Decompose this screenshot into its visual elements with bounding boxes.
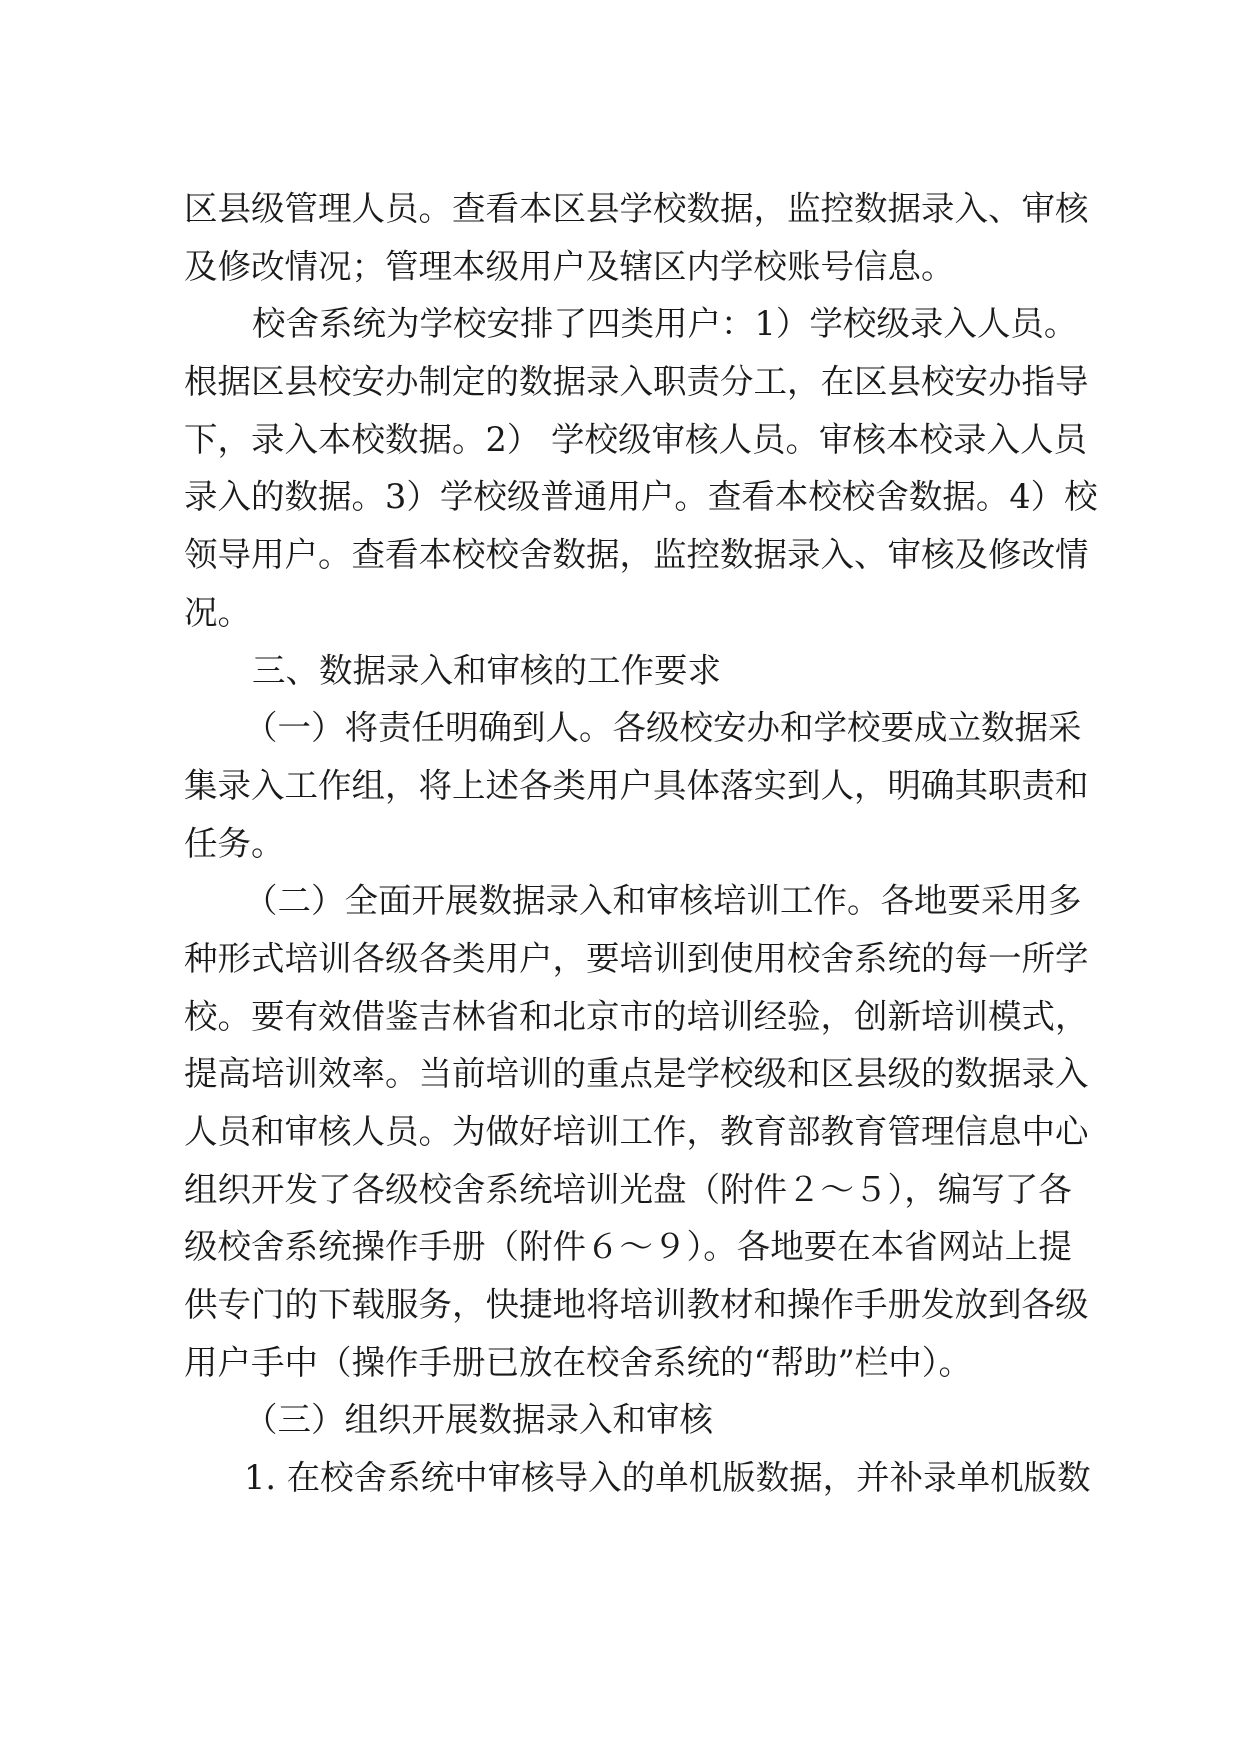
body-line: 根据区县校安办制定的数据录入职责分工，在区县校安办指导 — [184, 362, 1089, 402]
body-line: 组织开发了各级校舍系统培训光盘（附件２～５），编写了各 — [184, 1169, 1072, 1209]
body-line: 领导用户。查看本校校舍数据，监控数据录入、审核及修改情 — [184, 535, 1089, 575]
paragraph-start-line: （一）将责任明确到人。各级校安办和学校要成立数据采 — [244, 708, 1082, 748]
body-line: 区县级管理人员。查看本区县学校数据，监控数据录入、审核 — [184, 189, 1089, 228]
body-line: 提高培训效率。当前培训的重点是学校级和区县级的数据录入 — [184, 1054, 1089, 1094]
section-heading: 三、数据录入和审核的工作要求 — [252, 650, 721, 690]
body-line: 任务。 — [184, 823, 285, 863]
document-body — [184, 180, 1098, 1507]
body-line: 种形式培训各级各类用户，要培训到使用校舍系统的每一所学 — [184, 938, 1089, 978]
body-line: 供专门的下载服务，快捷地将培训教材和操作手册发放到各级 — [184, 1285, 1089, 1325]
numbered-item-line: 1. 在校舍系统中审核导入的单机版数据，并补录单机版数 — [244, 1458, 1091, 1498]
body-line: 况。 — [184, 592, 251, 632]
body-line: 级校舍系统操作手册（附件６～９）。各地要在本省网站上提 — [184, 1227, 1072, 1267]
body-line: 集录入工作组，将上述各类用户具体落实到人，明确其职责和 — [184, 765, 1089, 805]
body-line: 人员和审核人员。为做好培训工作，教育部教育管理信息中心 — [184, 1112, 1089, 1151]
body-line: 录入的数据。3）学校级普通用户。查看本校校舍数据。4）校 — [184, 477, 1098, 517]
body-line: 用户手中（操作手册已放在校舍系统的“帮助”栏中）。 — [184, 1342, 973, 1382]
body-line: 校。要有效借鉴吉林省和北京市的培训经验，创新培训模式， — [184, 996, 1089, 1036]
body-line: 及修改情况；管理本级用户及辖区内学校账号信息。 — [184, 246, 955, 286]
body-line: 下，录入本校数据。2） 学校级审核人员。审核本校录入人员 — [184, 419, 1087, 459]
paragraph-start-line: （二）全面开展数据录入和审核培训工作。各地要采用多 — [244, 881, 1082, 921]
paragraph-start-line: 校舍系统为学校安排了四类用户：1）学校级录入人员。 — [252, 304, 1078, 344]
subsection-heading: （三）组织开展数据录入和审核 — [244, 1400, 713, 1440]
